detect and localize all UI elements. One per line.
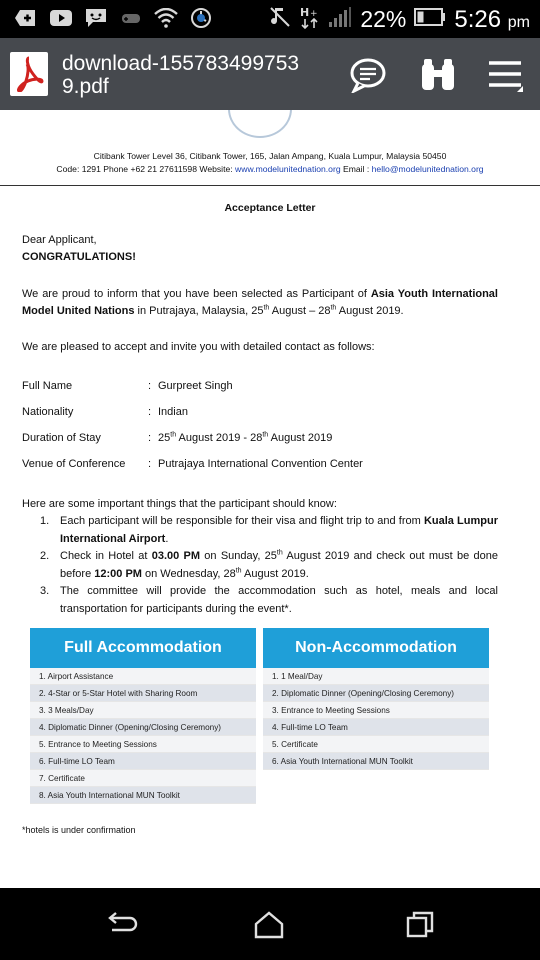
email-link[interactable]: hello@modelunitednation.org [371, 164, 484, 174]
youtube-icon [49, 8, 73, 28]
home-icon [252, 910, 286, 940]
list-item: 1. Each participant will be responsible for their visa and flight trip to and from Kuala Lumpur International Airport. [40, 515, 499, 545]
sync-icon [189, 8, 213, 28]
detail-nationality: Nationality : Indian [22, 406, 188, 418]
table-row: 3. Entrance to Meeting Sessions [263, 702, 489, 719]
header-divider [0, 185, 540, 186]
important-intro: Here are some important things that the participant should know: [22, 498, 337, 510]
chat-icon [84, 8, 108, 28]
table-row: 6. Full-time LO Team [30, 753, 256, 770]
comment-icon [349, 57, 387, 93]
table-row: 5. Certificate [263, 736, 489, 753]
gamepad-icon [119, 8, 143, 28]
detail-full-name: Full Name : Gurpreet Singh [22, 380, 233, 392]
signal-icon [328, 6, 352, 33]
salutation: Dear Applicant, [22, 234, 97, 246]
battery-percent: 22% [360, 6, 407, 32]
organization-logo [228, 110, 292, 138]
invite-paragraph: We are pleased to accept and invite you with detailed contact as follows: [22, 341, 375, 353]
svg-text:+: + [310, 9, 318, 19]
svg-text:H: H [300, 6, 310, 19]
pdf-icon [10, 52, 48, 96]
clock: 5:26 pm [454, 5, 530, 33]
app-bar [0, 38, 540, 110]
non-accommodation-items [263, 668, 489, 770]
recents-icon [404, 910, 438, 940]
back-button[interactable] [104, 910, 138, 940]
table-row: 2. 4-Star or 5-Star Hotel with Sharing Room [30, 685, 256, 702]
wifi-icon [154, 8, 178, 28]
mute-icon [268, 5, 292, 34]
list-item: 2. Check in Hotel at 03.00 PM on Sunday, 25th August 2019 and check out must be done before 12:00 PM on Wednesday, 28th August 2019. [40, 549, 498, 580]
file-name: download-155783499753 9.pdf [62, 52, 300, 98]
non-accommodation-title: Non-Accommodation [263, 628, 489, 668]
comment-button[interactable] [348, 56, 388, 94]
table-row: 4. Full-time LO Team [263, 719, 489, 736]
footnote: *hotels is under confirmation [22, 825, 136, 835]
table-row: 4. Diplomatic Dinner (Opening/Closing Ceremony) [30, 719, 256, 736]
search-button[interactable] [418, 56, 458, 94]
menu-button[interactable] [486, 56, 526, 94]
intro-paragraph: We are proud to inform that you have been selected as Participant of Asia Youth International Model United Nations in Putrajaya, Malaysia, 25th August – 28th August 2019. [22, 288, 498, 317]
table-row: 5. Entrance to Meeting Sessions [30, 736, 256, 753]
table-row: 3. 3 Meals/Day [30, 702, 256, 719]
status-bar [0, 0, 540, 38]
back-icon [104, 910, 138, 940]
battery-icon [414, 7, 446, 32]
non-accommodation-table [263, 628, 489, 770]
detail-venue: Venue of Conference : Putrajaya International Convention Center [22, 458, 363, 470]
menu-icon [487, 58, 525, 92]
navigation-bar [0, 888, 540, 960]
full-accommodation-table [30, 628, 256, 804]
recents-button[interactable] [404, 910, 438, 940]
table-row: 2. Diplomatic Dinner (Opening/Closing Ceremony) [263, 685, 489, 702]
full-accommodation-items [30, 668, 256, 804]
letterhead-address: Citibank Tower Level 36, Citibank Tower, 165, Jalan Ampang, Kuala Lumpur, Malaysia 50450 Code: 1291 Phone +62 21 27611598 Website: www.modelunitednation.org Email : hello@modelunitednation.org [56, 151, 484, 174]
add-icon [14, 8, 38, 28]
table-row: 8. Asia Youth International MUN Toolkit [30, 787, 256, 804]
data-icon [300, 4, 320, 35]
important-list [22, 513, 498, 618]
full-accommodation-title: Full Accommodation [30, 628, 256, 668]
congratulations-text: CONGRATULATIONS! [22, 251, 136, 263]
list-item: 3. The committee will provide the accommodation such as hotel, meals and local transportation for participants during the event*. [40, 585, 498, 615]
table-row: 1. 1 Meal/Day [263, 668, 489, 685]
table-row: 1. Airport Assistance [30, 668, 256, 685]
pdf-page[interactable] [0, 110, 540, 888]
website-link[interactable]: www.modelunitednation.org [235, 164, 341, 174]
home-button[interactable] [252, 910, 286, 940]
detail-duration: Duration of Stay : 25th August 2019 - 28th August 2019 [22, 431, 333, 444]
table-row: 7. Certificate [30, 770, 256, 787]
binoculars-icon [420, 58, 456, 92]
letter-title: Acceptance Letter [224, 202, 316, 214]
table-row: 6. Asia Youth International MUN Toolkit [263, 753, 489, 770]
